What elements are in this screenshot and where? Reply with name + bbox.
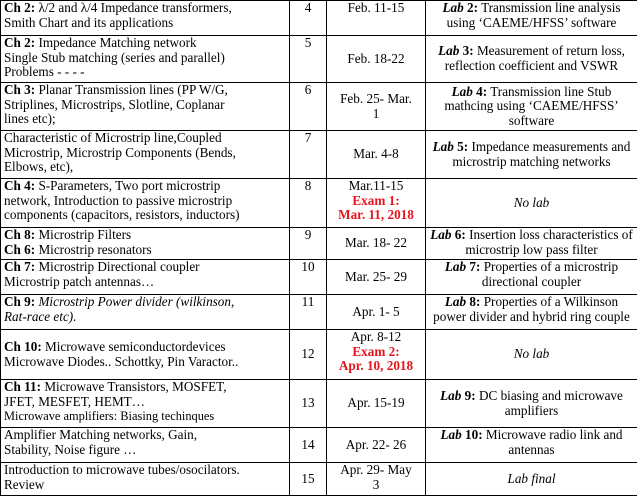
exam-label: Exam 2:: [352, 343, 400, 359]
topic-cell: Ch 3: Planar Transmission lines (PP W/G, Striplines, Microstrips, Slotline, Coplanar lines etc);: [1, 83, 290, 131]
exam-label: Exam 1:: [352, 192, 400, 208]
lab-label: Lab: [440, 387, 462, 403]
week-number: 12: [290, 330, 327, 380]
week-number: 9: [290, 228, 327, 260]
topic-cell: Ch 2: Impedance Matching network Single Stub matching (series and parallel) Problems - - - -: [1, 36, 290, 83]
topic-cell: Ch 8: Microstrip Filters Ch 6: Microstrip resonators: [1, 228, 290, 260]
date-cell: Mar. 18- 22: [327, 228, 426, 260]
table-row: [1, 330, 637, 380]
chapter-label: Ch 6:: [4, 241, 36, 257]
table-row: [1, 295, 637, 330]
date-cell: Mar. 4-8: [327, 131, 426, 179]
lab-cell: [426, 330, 637, 380]
table-row: [1, 428, 637, 463]
date-cell: Feb. 18-22: [327, 36, 426, 83]
no-lab-label: No lab: [513, 346, 550, 362]
chapter-label: Ch 10:: [4, 338, 42, 354]
table-row: [1, 463, 637, 496]
week-number: 5: [290, 36, 327, 83]
lab-cell: Lab 6: Insertion loss characteristics of microstrip low pass filter: [426, 228, 637, 260]
table-row: [1, 131, 637, 179]
topic-cell: Characteristic of Microstrip line,Coupled Microstrip, Microstrip Components (Bends, Elbows, etc),: [1, 131, 290, 179]
date-cell: Feb. 11-15: [327, 1, 426, 36]
lab-label: Lab: [432, 138, 454, 154]
lab-cell: Lab 8: Properties of a Wilkinson power divider and hybrid ring couple: [426, 295, 637, 330]
lab-cell: [426, 179, 637, 228]
table-row: [1, 260, 637, 295]
chapter-label: Ch 2:: [4, 35, 36, 50]
date-cell: Apr. 22- 26: [327, 428, 426, 463]
date-cell: Feb. 25- Mar. 1: [327, 83, 426, 131]
lab-cell: Lab 10: Microwave radio link and antennas: [426, 428, 637, 463]
topic-cell: Ch 9: Microstrip Power divider (wilkinson, Rat-race etc).: [1, 295, 290, 330]
table-row: [1, 179, 637, 228]
table-row: [1, 36, 637, 83]
week-number: 14: [290, 428, 327, 463]
week-number: 7: [290, 131, 327, 179]
lab-label: Lab: [451, 83, 473, 99]
lab-label: Lab: [444, 259, 467, 274]
lab-cell: Lab 3: Measurement of return loss, reflection coefficient and VSWR: [426, 36, 637, 83]
week-number: 13: [290, 380, 327, 428]
chapter-label: Ch 11:: [4, 379, 42, 394]
chapter-label: Ch 9:: [4, 294, 36, 309]
no-lab-label: No lab: [513, 194, 550, 210]
week-number: 11: [290, 295, 327, 330]
date-cell: Mar. 25- 29: [327, 260, 426, 295]
topic-cell: Ch 10: Microwave semiconductordevices Microwave Diodes.. Schottky, Pin Varactor..: [1, 330, 290, 380]
date-cell: Apr. 29- May 3: [327, 463, 426, 496]
lab-label: Lab: [442, 0, 464, 15]
topic-cell: Ch 11: Microwave Transistors, MOSFET, JFET, MESFET, HEMT… Microwave amplifiers: Biasing techinques: [1, 380, 290, 428]
date-cell: Apr. 8-12 Exam 2: Apr. 10, 2018: [327, 330, 426, 380]
date-cell: Apr. 1- 5: [327, 295, 426, 330]
lab-cell: Lab 7: Properties of a microstrip directional coupler: [426, 260, 637, 295]
lab-label: Lab: [438, 43, 460, 59]
lab-cell: Lab 9: DC biasing and microwave amplifiers: [426, 380, 637, 428]
lab-cell: [426, 463, 637, 496]
lab-final-label: Lab final: [507, 470, 556, 486]
week-number: 6: [290, 83, 327, 131]
week-number: 8: [290, 179, 327, 228]
topic-cell: Amplifier Matching networks, Gain, Stability, Noise figure …: [1, 428, 290, 463]
exam-date: Mar. 11, 2018: [338, 207, 414, 223]
date-cell: Mar.11-15 Exam 1: Mar. 11, 2018: [327, 179, 426, 228]
chapter-label: Ch 3:: [4, 82, 36, 97]
week-number: 4: [290, 1, 327, 36]
topic-cell: Ch 7: Microstrip Directional coupler Microstrip patch antennas…: [1, 260, 290, 295]
table-row: [1, 228, 637, 260]
lab-cell: Lab 2: Transmission line analysis using ‘CAEME/HFSS’ software: [426, 1, 637, 36]
lab-label: Lab: [444, 294, 467, 309]
table-row: [1, 380, 637, 428]
topic-cell: Ch 4: S-Parameters, Two port microstrip network, Introduction to passive microstrip components (capacitors, resistors, inductors): [1, 179, 290, 228]
table-row: [1, 83, 637, 131]
lab-label: Lab: [430, 227, 452, 242]
lab-cell: Lab 4: Transmission line Stub mathcing using ‘CAEME/HFSS’ software: [426, 83, 637, 131]
lab-cell: Lab 5: Impedance measurements and microstrip matching networks: [426, 131, 637, 179]
table-row: [1, 1, 637, 36]
week-number: 15: [290, 463, 327, 496]
topic-cell: Ch 2: λ/2 and λ/4 Impedance transformers, Smith Chart and its applications: [1, 1, 290, 36]
week-number: 10: [290, 260, 327, 295]
chapter-label: Ch 8:: [4, 227, 36, 242]
exam-date: Apr. 10, 2018: [338, 358, 414, 374]
chapter-label: Ch 2:: [4, 0, 36, 15]
lab-label: Lab: [440, 427, 462, 442]
date-cell: Apr. 15-19: [327, 380, 426, 428]
topic-cell: Introduction to microwave tubes/osocilators. Review: [1, 463, 290, 496]
chapter-label: Ch 4:: [4, 178, 36, 193]
chapter-label: Ch 7:: [4, 259, 36, 274]
